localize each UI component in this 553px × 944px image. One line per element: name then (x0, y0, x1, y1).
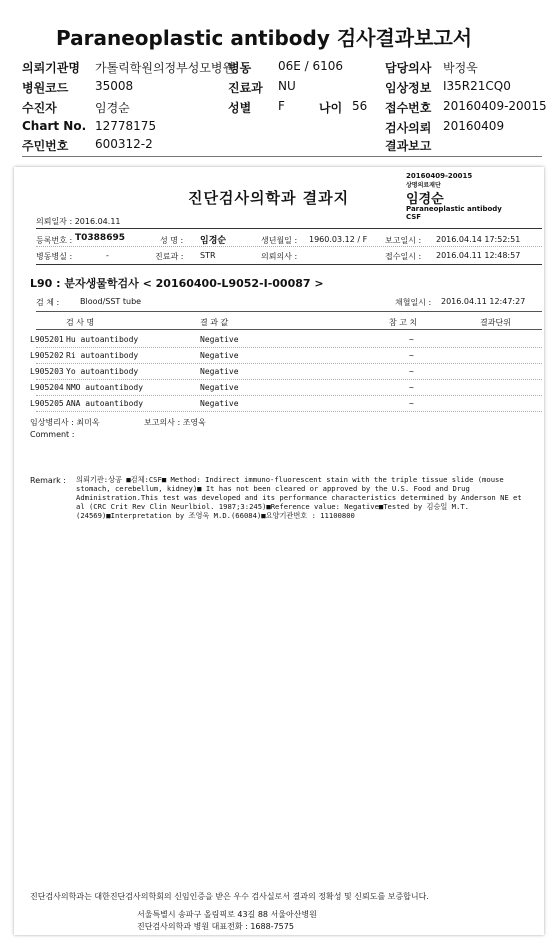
chart-value: 12778175 (95, 119, 157, 133)
footer-address: 서울특별시 송파구 올림픽로 43길 88 서울아산병원 (137, 910, 317, 919)
footer-contact: 진단검사의학과 병원 대표전화 : 1688-7575 (137, 922, 294, 931)
dept-label: 진료과 : (155, 252, 184, 261)
row-reference: ~ (409, 367, 414, 376)
sex-label: 성별 (228, 101, 252, 115)
reporting-doctor: 보고의사 : 조영욱 (144, 418, 206, 427)
comment-label: Comment : (30, 430, 75, 439)
row-divider (36, 411, 542, 412)
result-sheet (14, 167, 544, 935)
row-code: L905205 (30, 399, 64, 408)
sheet-title: 진단검사의학과 결과지 (188, 189, 350, 207)
row-result: Negative (200, 383, 239, 392)
row-code: L905203 (30, 367, 64, 376)
patient-value: 임경순 (95, 101, 130, 115)
row-result: Negative (200, 367, 239, 376)
rule-top (36, 228, 542, 229)
dept-value: NU (278, 79, 296, 93)
receipt-date-value: 2016.04.11 12:48:57 (436, 251, 521, 260)
report-date-value: 2016.04.14 17:52:51 (436, 235, 521, 244)
collect-value: 2016.04.11 12:47:27 (441, 297, 526, 306)
remark-line: al (CRC Crit Rev Clin Neurlbiol. 1987;3:245)■Reference value: Negative■Tested by 김승일 M.T. (76, 502, 469, 511)
rrn-label: 주민번호 (22, 139, 69, 153)
rule-dotted (36, 246, 542, 247)
rrn-value: 600312-2 (95, 137, 153, 151)
sex-value: F (278, 99, 285, 113)
reg-label: 등록번호 : (36, 236, 73, 245)
footer-certification: 진단검사의학과는 대한진단검사의학회의 신임인증을 받은 우수 검사실로서 결과의 정확성 및 신뢰도를 보증합니다. (30, 892, 429, 901)
table-header-rule (36, 329, 542, 330)
receipt-label: 접수번호 (385, 101, 432, 115)
col-unit: 결과단위 (480, 318, 511, 327)
dept-value: STR (200, 251, 216, 260)
remark-label: Remark : (30, 476, 66, 485)
hosp-code-label: 병원코드 (22, 81, 69, 95)
clinical-value: I35R21CQ0 (443, 79, 511, 93)
row-divider (36, 379, 542, 380)
stamp-test: Paraneoplastic antibody (406, 205, 502, 213)
remark-line: Administration.This test was developed and its performance characteristics determined by Anderson NE et (76, 493, 522, 502)
remark-line: stomach, cerebellum, kidney)■ It has not been cleared or approved by the U.S. Food and Drug (76, 484, 470, 493)
ward-label: 병동병실 : (36, 252, 73, 261)
receipt-date-label: 접수일시 : (385, 252, 422, 261)
row-test-name: Hu autoantibody (66, 335, 139, 344)
specimen-label: 검 체 : (36, 298, 60, 307)
row-divider (36, 347, 542, 348)
birth-label: 생년월일 : (261, 236, 298, 245)
ward-value: 06E / 6106 (278, 59, 344, 73)
col-reference: 참 고 치 (389, 318, 418, 327)
row-divider (36, 363, 542, 364)
row-divider (36, 395, 542, 396)
rule-mid (36, 264, 542, 265)
specimen-value: Blood/SST tube (80, 297, 142, 306)
stamp-specimen: CSF (406, 213, 422, 221)
row-test-name: NMO autoantibody (66, 383, 144, 392)
row-reference: ~ (409, 383, 414, 392)
report-label: 결과보고 (385, 139, 432, 153)
header-divider (22, 156, 542, 157)
remark-line: (24569)■Interpretation by 조영욱 M.D.(66084)■요양기관번호 : 11100800 (76, 511, 355, 520)
name-value: 임경순 (200, 236, 227, 246)
patient-label: 수진자 (22, 101, 57, 115)
ward-value: - (106, 251, 109, 260)
row-code: L905201 (30, 335, 64, 344)
row-code: L905204 (30, 383, 64, 392)
request-value: 20160409 (443, 119, 505, 133)
dept-label: 진료과 (228, 81, 263, 95)
table-top-rule (36, 311, 542, 312)
row-reference: ~ (409, 351, 414, 360)
row-test-name: ANA autoantibody (66, 399, 144, 408)
collect-label: 채혈일시 : (395, 298, 432, 307)
stamp-receipt: 20160409-20015 (406, 172, 473, 180)
clinical-pathologist: 임상병리사 : 최미옥 (30, 418, 100, 427)
birth-value: 1960.03.12 / F (309, 235, 368, 244)
clinical-label: 임상정보 (385, 81, 432, 95)
remark-line: 의뢰기관:상공 ■검체:CSF■ Method: Indirect immuno-fluorescent stain with the triple tissue slide (mouse (76, 475, 504, 484)
section-title: L90 : 분자생물학검사 < 20160400-L9052-I-00087 > (30, 277, 324, 290)
age-value: 56 (352, 99, 368, 113)
request-date: 의뢰일자 : 2016.04.11 (36, 217, 121, 226)
report-date-label: 보고일시 : (385, 236, 422, 245)
col-result: 결 과 값 (200, 318, 229, 327)
row-result: Negative (200, 351, 239, 360)
row-test-name: Yo autoantibody (66, 367, 139, 376)
row-reference: ~ (409, 335, 414, 344)
inst-value: 가톨릭학원의정부성모병원 (95, 61, 235, 75)
hosp-code-value: 35008 (95, 79, 134, 93)
row-test-name: Ri autoantibody (66, 351, 139, 360)
inst-label: 의뢰기관명 (22, 61, 80, 75)
row-code: L905202 (30, 351, 64, 360)
doctor-value: 박정욱 (443, 61, 478, 75)
report-title: Paraneoplastic antibody 검사결과보고서 (56, 26, 473, 50)
row-result: Negative (200, 399, 239, 408)
ward-label: 병동 (228, 61, 252, 75)
row-reference: ~ (409, 399, 414, 408)
stamp-name: 임경순 (406, 192, 444, 207)
name-label: 성 명 : (160, 236, 184, 245)
row-result: Negative (200, 335, 239, 344)
req-doctor-label: 의뢰의사 : (261, 252, 298, 261)
col-test-name: 검 사 명 (66, 318, 95, 327)
reg-value: T0388695 (75, 233, 125, 243)
request-label: 검사의뢰 (385, 121, 432, 135)
chart-label: Chart No. (22, 119, 87, 133)
receipt-value: 20160409-20015 (443, 99, 547, 113)
doctor-label: 담당의사 (385, 61, 432, 75)
age-label: 나이 (319, 101, 343, 115)
stamp-org: 상명의료재단 (406, 182, 441, 189)
